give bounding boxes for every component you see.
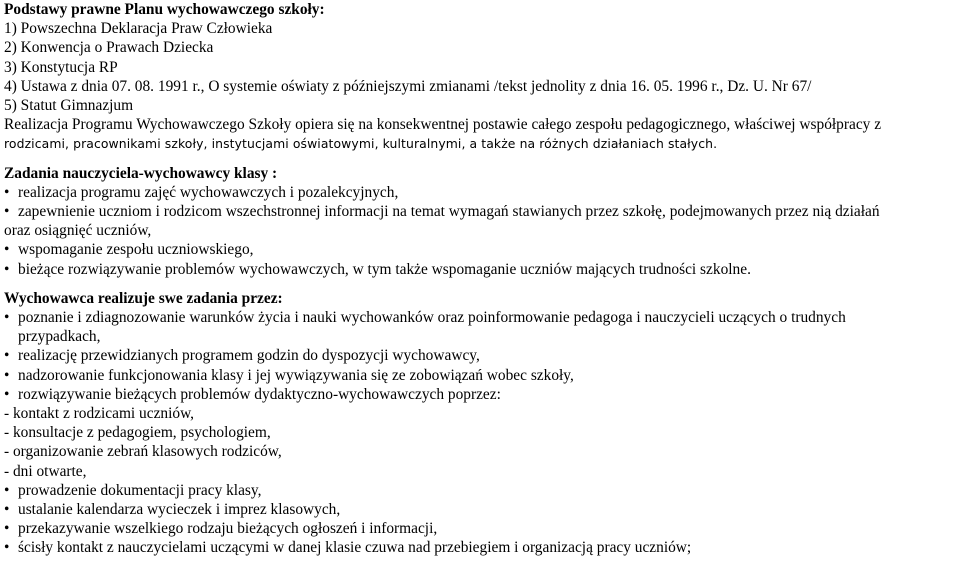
- list-item: • przekazywanie wszelkiego rodzaju bieżących ogłoszeń i informacji,: [4, 520, 438, 538]
- list-item: • zapewnienie uczniom i rodzicom wszechstronnej informacji na temat wymagań stawianych przez szkołę, podejmowanych przez nią działań: [4, 203, 880, 221]
- bullet-icon: •: [4, 501, 10, 519]
- list-item: 3) Konstytucja RP: [4, 58, 118, 76]
- section-title-teacher-tasks: Zadania nauczyciela-wychowawcy klasy :: [4, 164, 278, 182]
- bullet-icon: •: [4, 481, 10, 499]
- list-item: • bieżące rozwiązywanie problemów wychowawczych, w tym także wspomaganie uczniów mających trudności szkolne.: [4, 260, 751, 278]
- list-item: • wspomaganie zespołu uczniowskiego,: [4, 241, 254, 259]
- bullet-icon: •: [4, 203, 10, 221]
- paragraph-line: Realizacja Programu Wychowawczego Szkoły opiera się na konsekwentnej postawie całego zespołu pedagogicznego, właściwej współpracy z: [4, 116, 882, 134]
- section-title-legal-basis: Podstawy prawne Planu wychowawczego szkoły:: [4, 1, 325, 18]
- bullet-icon: •: [4, 241, 10, 259]
- list-item: 5) Statut Gimnazjum: [4, 97, 134, 115]
- bullet-icon: •: [4, 183, 10, 201]
- list-item: 4) Ustawa z dnia 07. 08. 1991 r., O systemie oświaty z późniejszymi zmianami /tekst jednolity z dnia 16. 05. 1996 r., Dz. U. Nr 67/: [4, 77, 812, 95]
- list-item-continuation: przypadkach,: [18, 328, 101, 346]
- bullet-icon: •: [4, 539, 10, 557]
- list-item: • nadzorowanie funkcjonowania klasy i jej wywiązywania się ze zobowiązań wobec szkoły,: [4, 366, 574, 384]
- dash-item: - organizowanie zebrań klasowych rodziców,: [4, 443, 282, 461]
- bullet-icon: •: [4, 309, 10, 327]
- dash-item: - dni otwarte,: [4, 462, 87, 480]
- list-item-continuation: oraz osiągnięć uczniów,: [4, 222, 152, 240]
- list-item: • ścisły kontakt z nauczycielami uczącymi w danej klasie czuwa nad przebiegiem i organizacją pracy uczniów;: [4, 539, 692, 557]
- dash-item: - konsultacje z pedagogiem, psychologiem,: [4, 424, 271, 442]
- list-item: • poznanie i zdiagnozowanie warunków życia i nauki wychowanków oraz poinformowanie pedagoga i nauczycieli uczących o trudnych: [4, 309, 846, 327]
- section-title-methods: Wychowawca realizuje swe zadania przez:: [4, 289, 283, 307]
- bullet-icon: •: [4, 385, 10, 403]
- list-item: 2) Konwencja o Prawach Dziecka: [4, 39, 214, 57]
- list-item: • realizacja programu zajęć wychowawczych i pozalekcyjnych,: [4, 183, 399, 201]
- list-item: • rozwiązywanie bieżących problemów dydaktyczno-wychowawczych poprzez:: [4, 385, 501, 403]
- bullet-icon: •: [4, 366, 10, 384]
- list-item: 1) Powszechna Deklaracja Praw Człowieka: [4, 20, 273, 38]
- bullet-icon: •: [4, 520, 10, 538]
- dash-item: - kontakt z rodzicami uczniów,: [4, 405, 195, 423]
- list-item: • ustalanie kalendarza wycieczek i imprez klasowych,: [4, 501, 341, 519]
- list-item: • realizację przewidzianych programem godzin do dyspozycji wychowawcy,: [4, 347, 480, 365]
- paragraph-line: rodzicami, pracownikami szkoły, instytucjami oświatowymi, kulturalnymi, a także na różnych działaniach stałych.: [4, 136, 718, 152]
- bullet-icon: •: [4, 260, 10, 278]
- list-item: • prowadzenie dokumentacji pracy klasy,: [4, 481, 262, 499]
- bullet-icon: •: [4, 347, 10, 365]
